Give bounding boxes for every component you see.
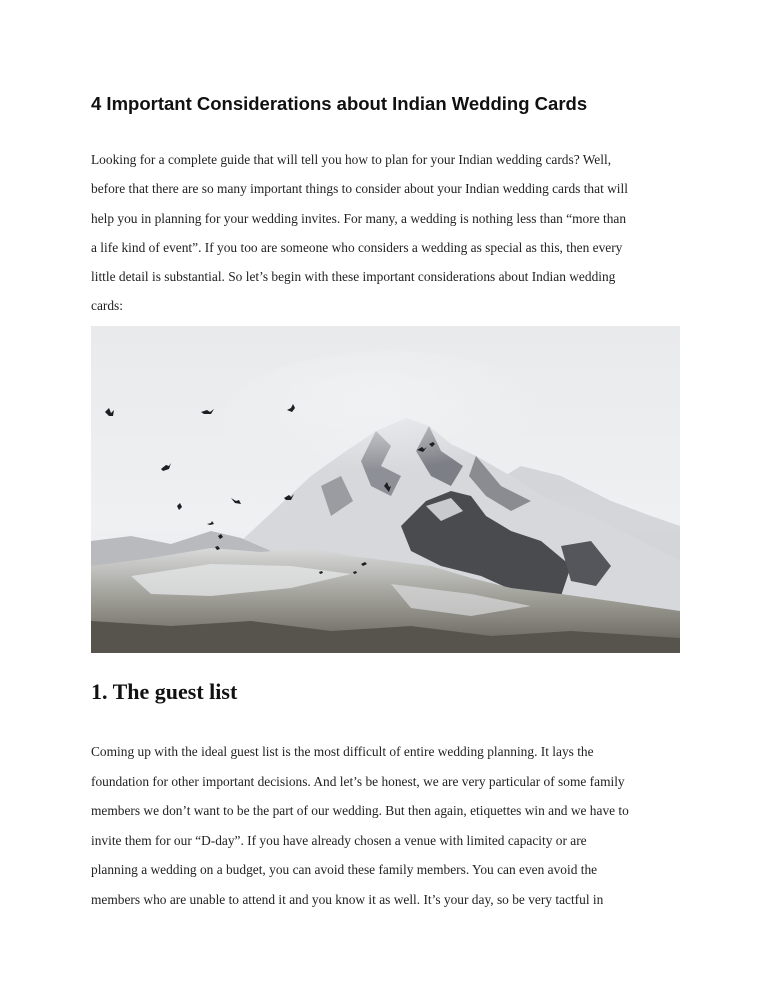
intro-line: before that there are so many important things to consider about your Indian wedding cards that will bbox=[91, 181, 628, 197]
fog bbox=[221, 351, 561, 491]
paragraph-line: invite them for our “D-day”. If you have already chosen a venue with limited capacity or are bbox=[91, 832, 587, 848]
intro-paragraph bbox=[91, 145, 691, 321]
intro-line: little detail is substantial. So let’s begin with these important considerations about Indian wedding bbox=[91, 269, 616, 285]
article-title: 4 Important Considerations about Indian Wedding Cards bbox=[91, 93, 588, 114]
paragraph-line: foundation for other important decisions. And let’s be honest, we are very particular of some family bbox=[91, 773, 625, 789]
intro-line: Looking for a complete guide that will tell you how to plan for your Indian wedding cards? Well, bbox=[91, 152, 612, 167]
paragraph-line: Coming up with the ideal guest list is the most difficult of entire wedding planning. It lays the bbox=[91, 744, 594, 759]
snowy-mountain-photo bbox=[91, 326, 680, 653]
section-heading-guest-list: 1. The guest list bbox=[91, 679, 238, 704]
guest-list-paragraph bbox=[91, 737, 691, 914]
intro-line: help you in planning for your wedding invites. For many, a wedding is nothing less than “more than bbox=[91, 210, 627, 226]
intro-line: a life kind of event”. If you too are someone who considers a wedding as special as this, then every bbox=[91, 239, 623, 255]
intro-line: cards: bbox=[91, 298, 123, 314]
paragraph-line: members who are unable to attend it and you know it as well. It’s your day, so be very tactful in bbox=[91, 891, 604, 907]
paragraph-line: members we don’t want to be the part of our wedding. But then again, etiquettes win and we have to bbox=[91, 803, 629, 818]
paragraph-line: planning a wedding on a budget, you can avoid these family members. You can even avoid the bbox=[91, 862, 598, 877]
